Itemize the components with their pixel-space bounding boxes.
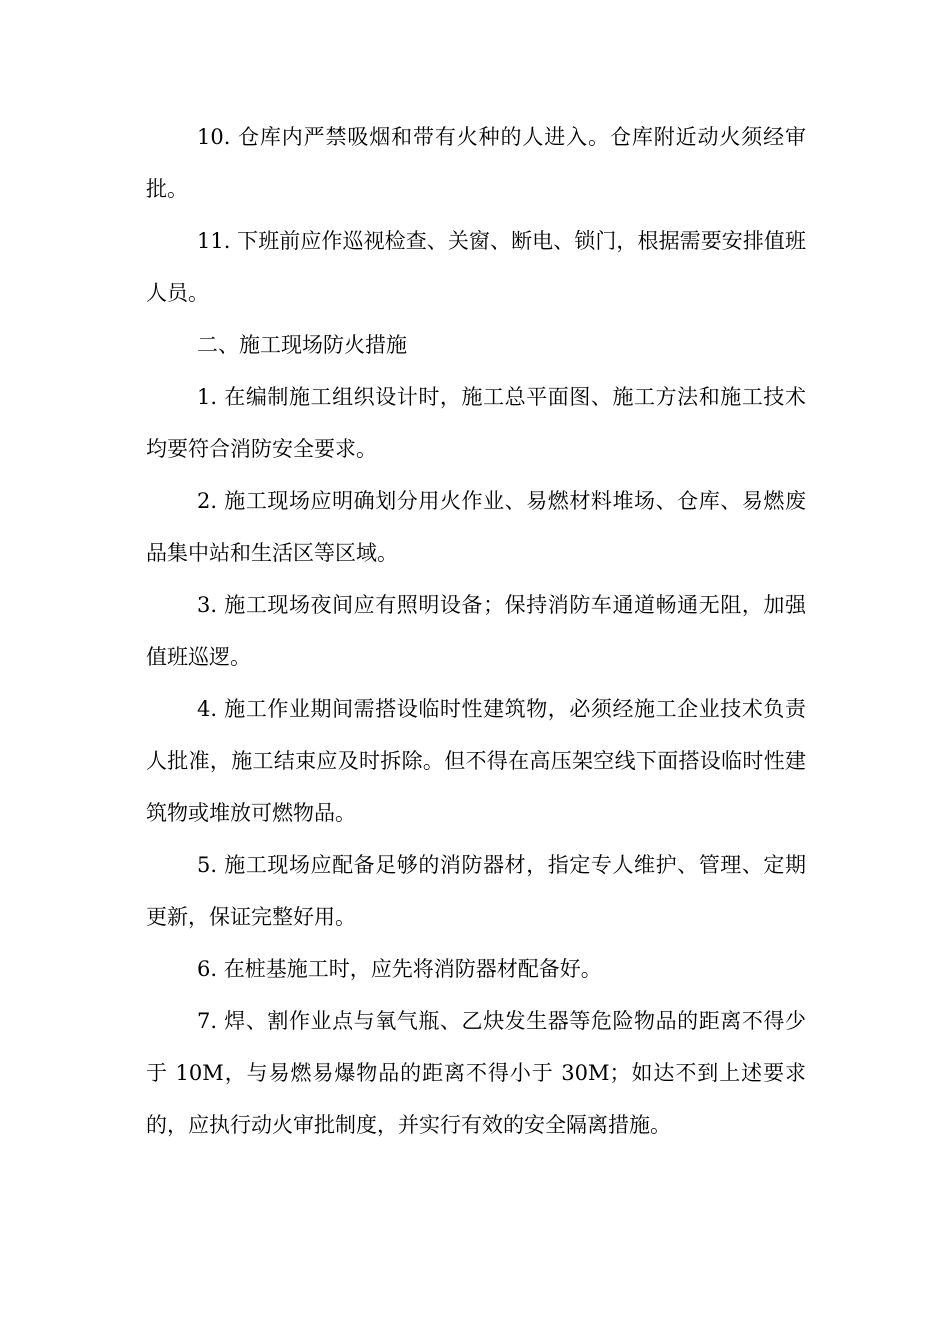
paragraph-item-3: 3. 施工现场夜间应有照明设备；保持消防车通道畅通无阻，加强值班巡逻。 <box>146 593 806 669</box>
section-heading: 二、施工现场防火措施 <box>197 333 407 357</box>
paragraph-item-5: 5. 施工现场应配备足够的消防器材，指定专人维护、管理、定期更新，保证完整好用。 <box>146 853 806 929</box>
paragraph-item-4: 4. 施工作业期间需搭设临时性建筑物，必须经施工企业技术负责人批准，施工结束应及时拆除。但不得在高压架空线下面搭设临时性建筑物或堆放可燃物品。 <box>146 697 806 825</box>
document-body <box>146 111 806 1151</box>
paragraph-item-1: 1. 在编制施工组织设计时，施工总平面图、施工方法和施工技术均要符合消防安全要求。 <box>146 385 806 461</box>
paragraph-item-10: 10. 仓库内严禁吸烟和带有火种的人进入。仓库附近动火须经审批。 <box>146 125 806 201</box>
paragraph-item-7: 7. 焊、割作业点与氧气瓶、乙炔发生器等危险物品的距离不得少于 10M，与易燃易爆物品的距离不得小于 30M；如达不到上述要求的，应执行动火审批制度，并实行有效的安全隔离措施。 <box>146 1009 806 1137</box>
paragraph-item-11: 11. 下班前应作巡视检查、关窗、断电、锁门，根据需要安排值班人员。 <box>146 229 806 305</box>
paragraph-item-2: 2. 施工现场应明确划分用火作业、易燃材料堆场、仓库、易燃废品集中站和生活区等区域。 <box>146 489 806 565</box>
paragraph-item-6: 6. 在桩基施工时，应先将消防器材配备好。 <box>197 957 602 981</box>
